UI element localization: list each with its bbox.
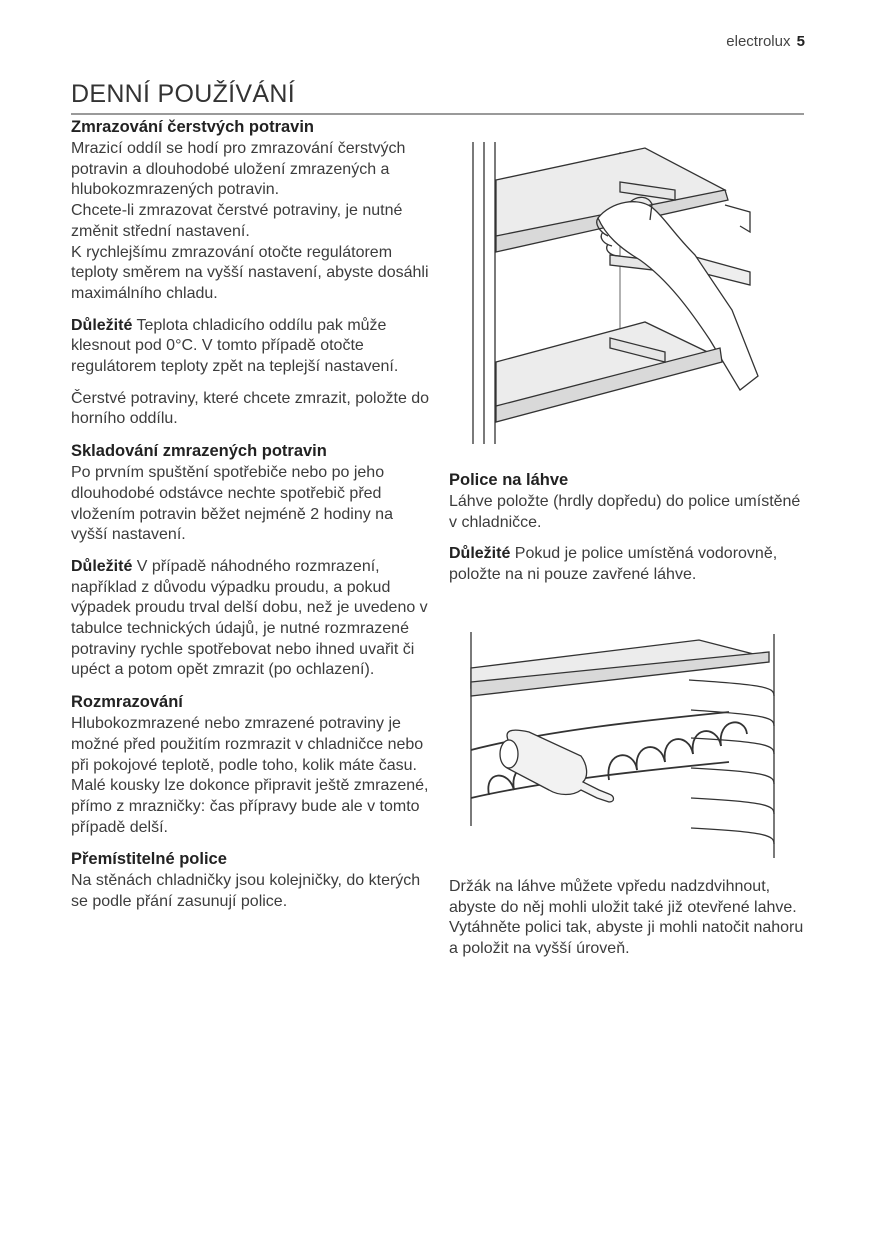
right-column (449, 470, 809, 597)
storage-paragraph-1: Po prvním spuštění spotřebiče nebo po jeho dlouhodobé odstávce nechte spotřebič před vložením potravin běžet nejméně 2 hodiny na vyšší nastavení. (71, 464, 393, 544)
heading-storage: Skladování zmrazených potravin (71, 442, 327, 461)
rack-loop (665, 739, 693, 762)
rack-loop (721, 722, 747, 746)
thawing-paragraph-2: Malé kousky lze dokonce připravit ještě zmrazené, přímo z mrazničky: čas přípravy bude ale v tomto případě delší. (71, 777, 429, 836)
rack-loop (608, 755, 637, 780)
important-label: Důležité (71, 557, 133, 575)
important-text: Teplota chladicího oddílu pak může klesnout pod 0°C. V tomto případě otočte regulátorem teploty zpět na teplejší nastavení. (71, 316, 399, 376)
heading-thawing: Rozmrazování (71, 693, 183, 712)
important-text: Pokud je police umístěná vodorovně, položte na ni pouze zavřené láhve. (449, 545, 778, 584)
bottle-base (500, 740, 518, 768)
freezing-paragraph-2: Chcete-li zmrazovat čerstvé potraviny, je nutné změnit střední nastavení. (71, 202, 403, 240)
rack-loop (637, 747, 665, 770)
shelves-paragraph-1: Na stěnách chladničky jsou kolejničky, do kterých se podle přání zasunují police. (71, 872, 421, 911)
heading-shelves: Přemístitelné police (71, 850, 227, 869)
rail-guide (725, 205, 750, 232)
shelf-illustration (470, 140, 780, 446)
caption-text: Držák na láhve můžete vpředu nadzdvihnout, abyste do něj mohli uložit také již otevřené lahve. Vytáhněte polici tak, abyste ji mohli natočit nahoru a položit na vyšší úroveň. (449, 878, 804, 958)
bottle (502, 730, 614, 802)
rail-guides (689, 680, 774, 844)
heading-bottle-shelf: Police na láhve (449, 471, 569, 489)
freezing-important (71, 316, 431, 378)
figure-caption (449, 877, 809, 971)
heading-freezing: Zmrazování čerstvých potravin (71, 118, 315, 136)
freezing-paragraph-1: Mrazicí oddíl se hodí pro zmrazování čerstvých potravin a dlouhodobé uložení zmrazených a hlubokozmrazených potravin. (71, 140, 406, 199)
freezing-paragraph-4: Čerstvé potraviny, které chcete zmrazit, položte do horního oddílu. (71, 389, 430, 428)
bottle-shelf-paragraph-1: Láhve položte (hrdly dopředu) do police umístěné v chladničce. (449, 493, 801, 531)
thawing-paragraph-1: Hlubokozmrazené nebo zmrazené potraviny je možné před použitím rozmrazit v chladničce nebo při pokojové teplotě, podle toho, kolik máte času. (71, 715, 424, 774)
storage-important (71, 557, 431, 681)
important-label: Důležité (71, 316, 133, 334)
important-label: Důležité (449, 545, 511, 563)
important-text: V případě náhodného rozmrazení, například z důvodu výpadku proudu, a pokud výpadek proudu trval delší dobu, než je uvedeno v tabulce technických údajů, je nutné rozmrazené potraviny rychle spotřebovat nebo ihned uvařit či upéct a potom opět zmrazit (po ochlazení). (71, 557, 428, 679)
brand-name: electrolux (726, 33, 791, 50)
bottle-rack-illustration (469, 630, 781, 860)
left-column (71, 117, 431, 924)
rack-loop (693, 731, 721, 754)
finger-line (607, 244, 620, 256)
section-divider (71, 113, 804, 115)
page-header (726, 33, 805, 50)
freezing-paragraph-3: K rychlejšímu zmrazování otočte regulátorem teploty směrem na vyšší nastavení, abyste dosáhli maximálního chladu. (71, 243, 429, 302)
section-title: DENNÍ POUŽÍVÁNÍ (71, 80, 295, 108)
bottle-shelf-important (449, 544, 809, 585)
page-number: 5 (796, 33, 805, 50)
